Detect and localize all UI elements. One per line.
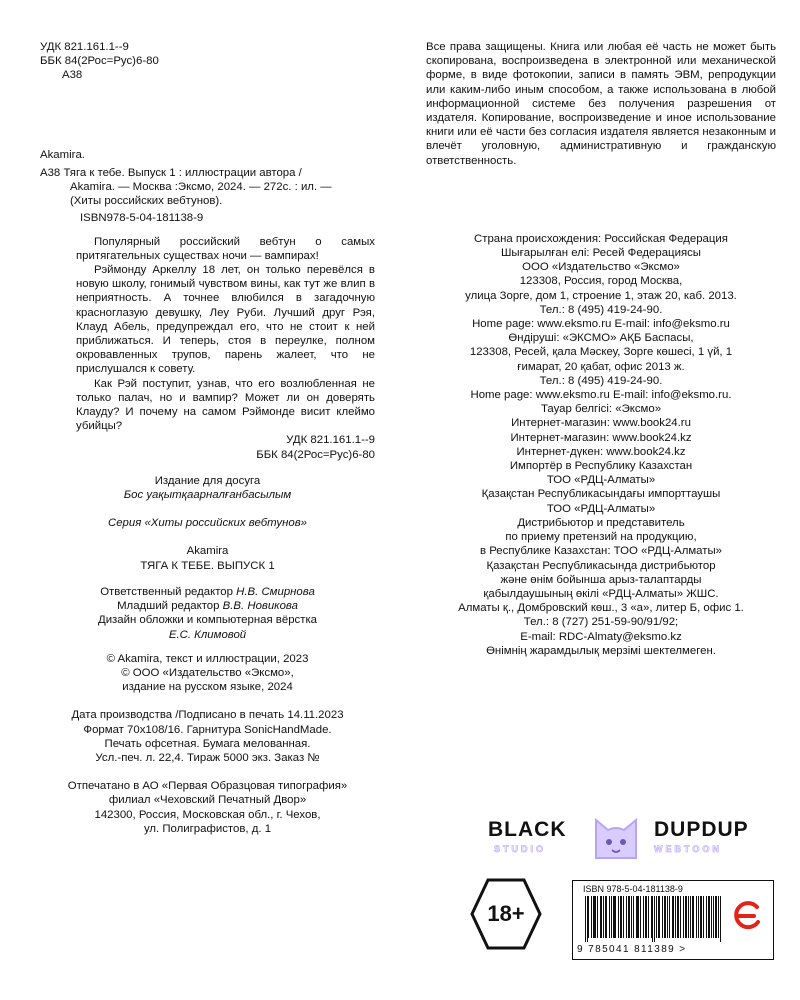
barcode-bar <box>700 896 701 938</box>
barcode-bar <box>633 896 634 938</box>
barcode-bar <box>656 896 657 938</box>
barcode-bar <box>720 896 721 942</box>
barcode-bar <box>601 896 602 938</box>
imprint-line: Өндіруші: «ЭКСМО» АҚБ Баспасы, <box>508 332 694 345</box>
barcode-bar <box>658 896 659 938</box>
imprint-line: Тел.: 8 (495) 419-24-90. <box>539 303 663 316</box>
eksmo-logo-icon <box>730 898 764 932</box>
imprint-line: ТОО «РДЦ-Алматы» <box>546 474 656 487</box>
edition-note-kz: Бос уақытқаарналғанбасылым <box>123 489 292 502</box>
design-credit-name: Е.С. Климовой <box>168 628 247 641</box>
biblio-line-3: (Хиты российских вебтунов). <box>70 195 223 208</box>
copyright-line: © ООО «Издательство «Эксмо», <box>121 666 294 679</box>
imprint-line: Шығарылған елі: Ресей Федерациясы <box>500 247 701 260</box>
rights-notice: Все права защищены. Книга или любая её часть не может быть скопирована, воспроизведена в электронной или механической форме, в виде фотокопии, записи в память ЭВМ, репродукции или каким-либо иным способом, а также использована в любой информационной системе без получения разрешения от издателя. Копирование, воспроизведение и иное использование книги или её части без согласия издателя является незаконным и влечёт уголовную, административную и гражданскую ответственность. <box>426 41 776 167</box>
barcode-bar <box>626 896 627 938</box>
barcode-bar <box>597 896 598 938</box>
barcode-bar <box>588 896 589 938</box>
imprint-line: Тел.: 8 (727) 251-59-90/91/92; <box>523 616 679 629</box>
design-credit: Дизайн обложки и компьютерная вёрстка <box>97 614 318 627</box>
print-info: Печать офсетная. Бумага мелованная. <box>104 737 311 750</box>
barcode-bar <box>680 896 681 938</box>
annotation-paragraph: Как Рэй поступит, узнав, что его возлюбленная не только палач, но и вампир? Может ли он доверять Клауду? И почему на самом Рэймонде висит клеймо убийцы? <box>76 377 375 433</box>
barcode-bar <box>620 896 621 938</box>
imprint-line: ғимарат, 20 қабат, офис 2013 ж. <box>517 360 685 373</box>
barcode-bar <box>669 896 670 938</box>
imprint-line: Страна происхождения: Российская Федерация <box>474 232 728 245</box>
credit-editor: Ответственный редактор Н.В. Смирнова <box>100 585 315 598</box>
barcode-bar <box>675 896 676 938</box>
author-name: Akamira. <box>40 148 85 161</box>
copyright-line: издание на русском языке, 2024 <box>122 681 293 694</box>
barcode-bar <box>690 896 691 938</box>
imprint-line: Дистрибьютор и представитель <box>517 516 685 529</box>
right-column <box>426 40 776 658</box>
print-info: Формат 70х108/16. Гарнитура SonicHandMade. <box>83 723 332 736</box>
print-info: Усл.-печ. л. 22,4. Тираж 5000 экз. Заказ № <box>95 751 320 764</box>
annotation-paragraph: Популярный российский вебтун о самых притягательных существах ночи — вампирах! <box>76 235 375 262</box>
barcode-bar <box>609 896 610 938</box>
barcode-bar <box>701 896 702 938</box>
printer-info: филиал «Чеховский Печатный Двор» <box>108 794 307 807</box>
barcode-bar <box>636 896 637 938</box>
barcode-bar <box>603 896 604 938</box>
print-info: Дата производства /Подписано в печать 14.11.2023 <box>71 709 344 722</box>
imprint-line: улица Зорге, дом 1, строение 1, этаж 20, каб. 2013. <box>465 289 737 302</box>
barcode-bar <box>600 896 601 938</box>
logo-word-right: DUPDUP <box>654 818 749 841</box>
barcode-bar <box>638 896 639 938</box>
barcode-bar <box>631 896 632 938</box>
imprint-line: в Республике Казахстан: ТОО «РДЦ-Алматы» <box>479 545 722 558</box>
edition-note: Издание для досуга <box>154 474 261 487</box>
barcode-bar <box>629 896 630 938</box>
series-name: Серия «Хиты российских вебтунов» <box>107 517 308 530</box>
black-dupdup-logo <box>488 808 778 864</box>
imprint-line: Импортёр в Республику Казахстан <box>509 460 693 473</box>
barcode-bar <box>652 896 653 942</box>
imprint-line: қабылдаушының өкілі «РДЦ-Алматы» ЖШС. <box>483 587 719 600</box>
barcode-bar <box>643 896 644 938</box>
barcode-bar <box>718 896 719 938</box>
imprint-line: Тел.: 8 (495) 419-24-90. <box>539 374 663 387</box>
imprint-line: Қазақстан Республикасында дистрибьютор <box>486 559 716 572</box>
title-caps: ТЯГА К ТЕБЕ. ВЫПУСК 1 <box>140 559 275 572</box>
barcode-bar <box>611 896 612 938</box>
barcode-bar <box>673 896 674 938</box>
imprint-line[interactable]: Home page: www.eksmo.ru E-mail: info@eksmo.ru <box>472 318 730 331</box>
barcode-bar <box>715 896 716 938</box>
printer-info: Отпечатано в АО «Первая Образцовая типография» <box>67 780 348 793</box>
udk-bottom: УДК 821.161.1--9 <box>286 434 375 447</box>
barcode-bar <box>688 896 689 938</box>
barcode-bar <box>637 896 638 938</box>
imprint-line: Өнімнің жарамдылық мерзімі шектелмеген. <box>486 644 716 657</box>
barcode-bar <box>613 896 614 938</box>
barcode-bar <box>708 896 709 938</box>
copyright-line: © Akamira, текст и иллюстрации, 2023 <box>106 652 309 665</box>
credit-junior-editor: Младший редактор В.В. Новикова <box>117 600 298 613</box>
imprint-line: Тауар белгісі: «Эксмо» <box>540 403 662 416</box>
imprint-line: по приему претензий на продукцию, <box>505 531 697 544</box>
barcode-bar <box>651 896 652 938</box>
barcode-bar <box>640 896 641 938</box>
barcode-digits: 9 785041 811389 > <box>577 944 687 955</box>
barcode-bar <box>665 896 666 938</box>
biblio-line-1: А38 Тяга к тебе. Выпуск 1 : иллюстрации автора / <box>40 166 302 179</box>
barcode-bar <box>696 896 697 938</box>
imprint-line: 123308, Ресей, қала Мәскеу, Зорге көшесі, 1 үй, 1 <box>469 346 733 359</box>
barcode-isbn: ISBN 978-5-04-181138-9 <box>583 884 683 894</box>
left-column <box>40 40 375 836</box>
logo-sub-right: WEBTOON <box>654 844 722 854</box>
imprint-line: ТОО «РДЦ-Алматы» <box>546 502 656 515</box>
author-mark: А38 <box>62 69 83 82</box>
barcode-bar <box>685 896 686 938</box>
barcode-bar <box>672 896 673 938</box>
barcode-bar <box>716 896 717 938</box>
imprint-line: 123308, Россия, город Москва, <box>519 275 683 288</box>
barcode-bar <box>709 896 710 938</box>
barcode-bar <box>711 896 712 938</box>
author-name-2: Akamira <box>186 545 229 558</box>
barcode-bar <box>706 896 707 938</box>
barcode-bar <box>623 896 624 938</box>
barcode-bar <box>628 896 629 938</box>
imprint-line: Қазақстан Республикасындағы импорттаушы <box>481 488 721 501</box>
barcode-bar <box>593 896 594 938</box>
barcode-bar <box>664 896 665 938</box>
barcode <box>585 896 725 942</box>
barcode-bar <box>667 896 668 938</box>
barcode-bar <box>646 896 647 938</box>
barcode-bar <box>659 896 660 938</box>
logo-sub-left: STUDIO <box>494 844 547 854</box>
barcode-bar <box>713 896 714 938</box>
barcode-bar <box>677 896 678 938</box>
printer-info: ул. Полиграфистов, д. 1 <box>143 822 272 835</box>
barcode-bar <box>585 896 586 942</box>
imprint-line[interactable]: Интернет-магазин: www.book24.ru <box>511 417 691 430</box>
barcode-bar <box>591 896 592 938</box>
imprint-line: және өнім бойынша арыз-талаптарды <box>500 573 702 586</box>
barcode-bar <box>606 896 607 938</box>
annotation <box>40 235 375 434</box>
imprint-line[interactable]: Home page: www.eksmo.ru E-mail: info@eksmo.ru. <box>470 389 732 402</box>
udk-code: УДК 821.161.1--9 <box>40 41 129 53</box>
printer-info: 142300, Россия, Московская обл., г. Чехов, <box>94 808 321 821</box>
bbk-code: ББК 84(2Рос=Рус)6-80 <box>40 55 159 68</box>
barcode-bar <box>648 896 649 938</box>
barcode-bar <box>605 896 606 938</box>
barcode-bar <box>654 896 655 942</box>
barcode-bar <box>692 896 693 938</box>
barcode-bar <box>587 896 588 942</box>
imprint-line: ООО «Издательство «Эксмо» <box>522 261 680 274</box>
bbk-bottom: ББК 84(2Рос=Рус)6-80 <box>256 448 375 461</box>
barcode-bar <box>615 896 616 938</box>
isbn-line: ISBN978-5-04-181138-9 <box>80 212 204 225</box>
barcode-bar <box>594 896 595 938</box>
barcode-bar <box>621 896 622 938</box>
imprint-line: Алматы қ., Домбровский көш., 3 «а», литер Б, офис 1. <box>458 602 744 615</box>
imprint-line[interactable]: Интернет-дүкен: www.book24.kz <box>516 445 686 458</box>
barcode-bar <box>683 896 684 938</box>
barcode-bar <box>645 896 646 938</box>
biblio-line-2: Akamira. — Москва :Эксмо, 2024. — 272с. : ил. — <box>70 181 332 194</box>
barcode-bar <box>662 896 663 938</box>
imprint-line[interactable]: E-mail: RDC-Almaty@eksmo.kz <box>520 630 682 643</box>
barcode-bar <box>618 896 619 938</box>
imprint-block <box>426 232 776 658</box>
barcode-bar <box>614 896 615 938</box>
cat-face-icon <box>588 808 644 864</box>
barcode-bar <box>595 896 596 938</box>
barcode-bar <box>703 896 704 938</box>
imprint-line[interactable]: Интернет-магазин: www.book24.kz <box>510 431 692 444</box>
barcode-bar <box>678 896 679 938</box>
annotation-paragraph: Рэймонду Аркеллу 18 лет, он только перевёлся в новую школу, гонимый чувством вины, как тут же влип в неприятность. А точнее влюбился в загадочную красноглазую девушку, Леу Руби. Лучший друг Рэя, Клауд Абель, предупреждал его, что не стоит к ней приближаться. И теперь, стоя в переулке, полном окровавленных трупов, парень жалеет, что не прислушался к совету. <box>76 264 375 376</box>
barcode-bar <box>686 896 687 938</box>
age-rating-label: 18+ <box>487 901 525 926</box>
barcode-bar <box>693 896 694 938</box>
logo-word-left: BLACK <box>488 818 567 841</box>
barcode-bar <box>698 896 699 938</box>
